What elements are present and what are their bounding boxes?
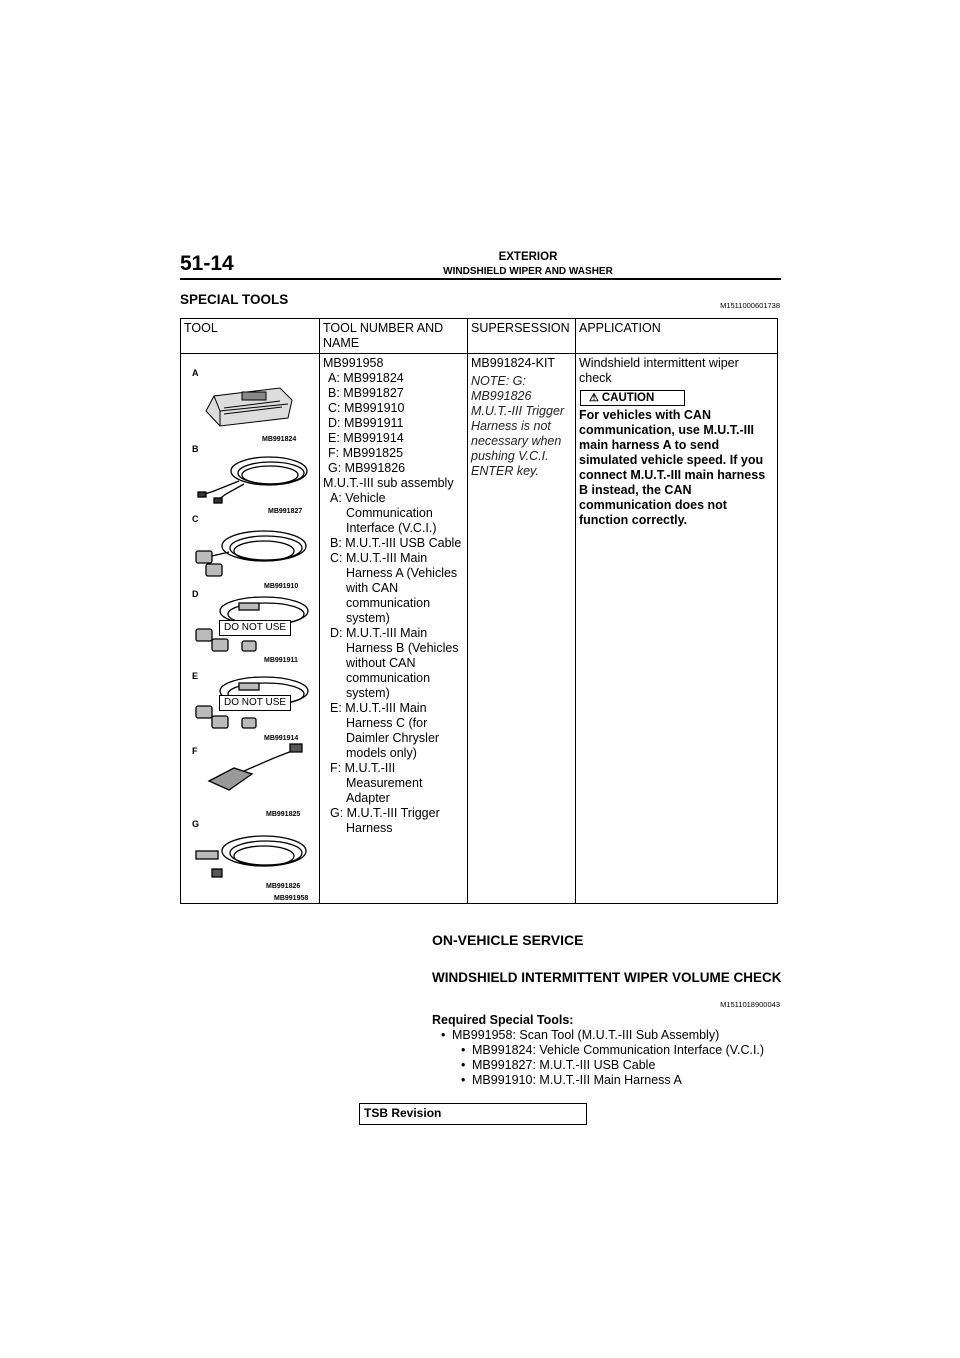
table-header-row — [181, 319, 778, 354]
part-number-label: MB991825 — [266, 811, 301, 818]
list-item: • MB991824: Vehicle Communication Interface (V.C.I.) — [472, 1043, 764, 1058]
tool-name: C: M.U.T.-III Main Harness A (Vehicles with CAN communication system) — [330, 551, 458, 625]
application-cell — [576, 354, 778, 904]
procedure-code: M1511018900043 — [720, 1000, 780, 1009]
do-not-use-label: DO NOT USE — [219, 620, 291, 636]
tsb-revision-label: TSB Revision — [364, 1106, 442, 1120]
tool-figure-cell — [181, 354, 320, 904]
tool-name: B: M.U.T.-III USB Cable — [330, 536, 462, 550]
table-row — [181, 354, 778, 904]
sub-item: F: MB991825 — [328, 446, 404, 460]
sub-item: G: MB991826 — [328, 461, 406, 475]
figure-label-a: A — [192, 368, 199, 378]
col-header-tool-number: TOOL NUMBER AND NAME — [320, 319, 468, 354]
part-number-label: MB991914 — [264, 735, 299, 742]
sub-item: A: MB991824 — [328, 371, 404, 385]
sub-item: D: MB991911 — [328, 416, 404, 430]
tool-name: E: M.U.T.-III Main Harness C (for Daimler Chrysler models only) — [330, 701, 440, 760]
tool-number-name-cell — [320, 354, 468, 904]
application-value: Windshield intermittent wiper check — [579, 356, 739, 385]
col-header-application: APPLICATION — [576, 319, 778, 354]
header-rule — [180, 278, 781, 280]
section-title: EXTERIOR — [498, 251, 558, 263]
figure-label-c: C — [192, 514, 199, 524]
special-tools-title: SPECIAL TOOLS — [180, 292, 289, 307]
page-number: 51-14 — [180, 252, 234, 275]
supersession-cell — [468, 354, 576, 904]
warning-triangle-icon: ⚠ — [589, 392, 599, 404]
part-number-label: MB991910 — [264, 583, 299, 590]
special-tools-code: M1511000601738 — [720, 301, 780, 310]
caution-badge — [580, 390, 685, 406]
supersession-value: MB991824-KIT — [471, 356, 556, 370]
part-number-label: MB991958 — [274, 895, 309, 902]
figure-label-d: D — [192, 589, 199, 599]
measurement-adapter-illustration — [209, 744, 302, 790]
tool-number: MB991958 — [323, 356, 384, 370]
harness-a-illustration — [196, 531, 306, 576]
tool-figure — [184, 356, 316, 901]
do-not-use-label: DO NOT USE — [219, 695, 291, 711]
caution-label: CAUTION — [601, 392, 655, 404]
sub-assembly-title: M.U.T.-III sub assembly — [323, 476, 454, 490]
sub-item: E: MB991914 — [328, 431, 404, 445]
list-item: • MB991910: M.U.T.-III Main Harness A — [472, 1073, 682, 1088]
figure-label-g: G — [192, 819, 200, 829]
col-header-supersession: SUPERSESSION — [468, 319, 576, 354]
sub-item: C: MB991910 — [328, 401, 405, 415]
list-item: • MB991827: M.U.T.-III USB Cable — [472, 1058, 655, 1073]
tool-name: F: M.U.T.-III Measurement Adapter — [330, 761, 423, 805]
supersession-note: NOTE: G: MB991826 M.U.T.-III Trigger Harness is not necessary when pushing V.C.I. ENTER key. — [471, 374, 565, 478]
sub-item: B: MB991827 — [328, 386, 404, 400]
usb-cable-illustration — [198, 457, 307, 503]
caution-text: For vehicles with CAN communication, use M.U.T.-III main harness A to send simulated vehicle speed. If you connect M.U.T.-III main harness B instead, the CAN communication does not function correctly. — [579, 408, 766, 527]
part-number-label: MB991827 — [268, 508, 303, 515]
part-number-label: MB991826 — [266, 883, 301, 890]
section-subtitle: WINDSHIELD WIPER AND WASHER — [443, 266, 613, 277]
tool-name: A: Vehicle Communication Interface (V.C.I.) — [330, 491, 437, 535]
list-item: • MB991958: Scan Tool (M.U.T.-III Sub Assembly) — [452, 1028, 719, 1043]
on-vehicle-service-title: ON-VEHICLE SERVICE — [432, 932, 584, 948]
tool-name: D: M.U.T.-III Main Harness B (Vehicles without CAN communication system) — [330, 626, 459, 700]
tool-name: G: M.U.T.-III Trigger Harness — [330, 806, 440, 835]
trigger-harness-illustration — [196, 836, 306, 877]
procedure-title: WINDSHIELD INTERMITTENT WIPER VOLUME CHECK — [432, 970, 782, 985]
part-number-label: MB991824 — [262, 436, 297, 443]
figure-label-f: F — [192, 746, 198, 756]
vci-device-illustration — [206, 388, 292, 426]
required-tools-title: Required Special Tools: — [432, 1013, 574, 1027]
part-number-label: MB991911 — [264, 657, 298, 664]
special-tools-table — [180, 318, 778, 904]
figure-label-b: B — [192, 444, 199, 454]
figure-label-e: E — [192, 671, 199, 681]
col-header-tool: TOOL — [181, 319, 320, 354]
